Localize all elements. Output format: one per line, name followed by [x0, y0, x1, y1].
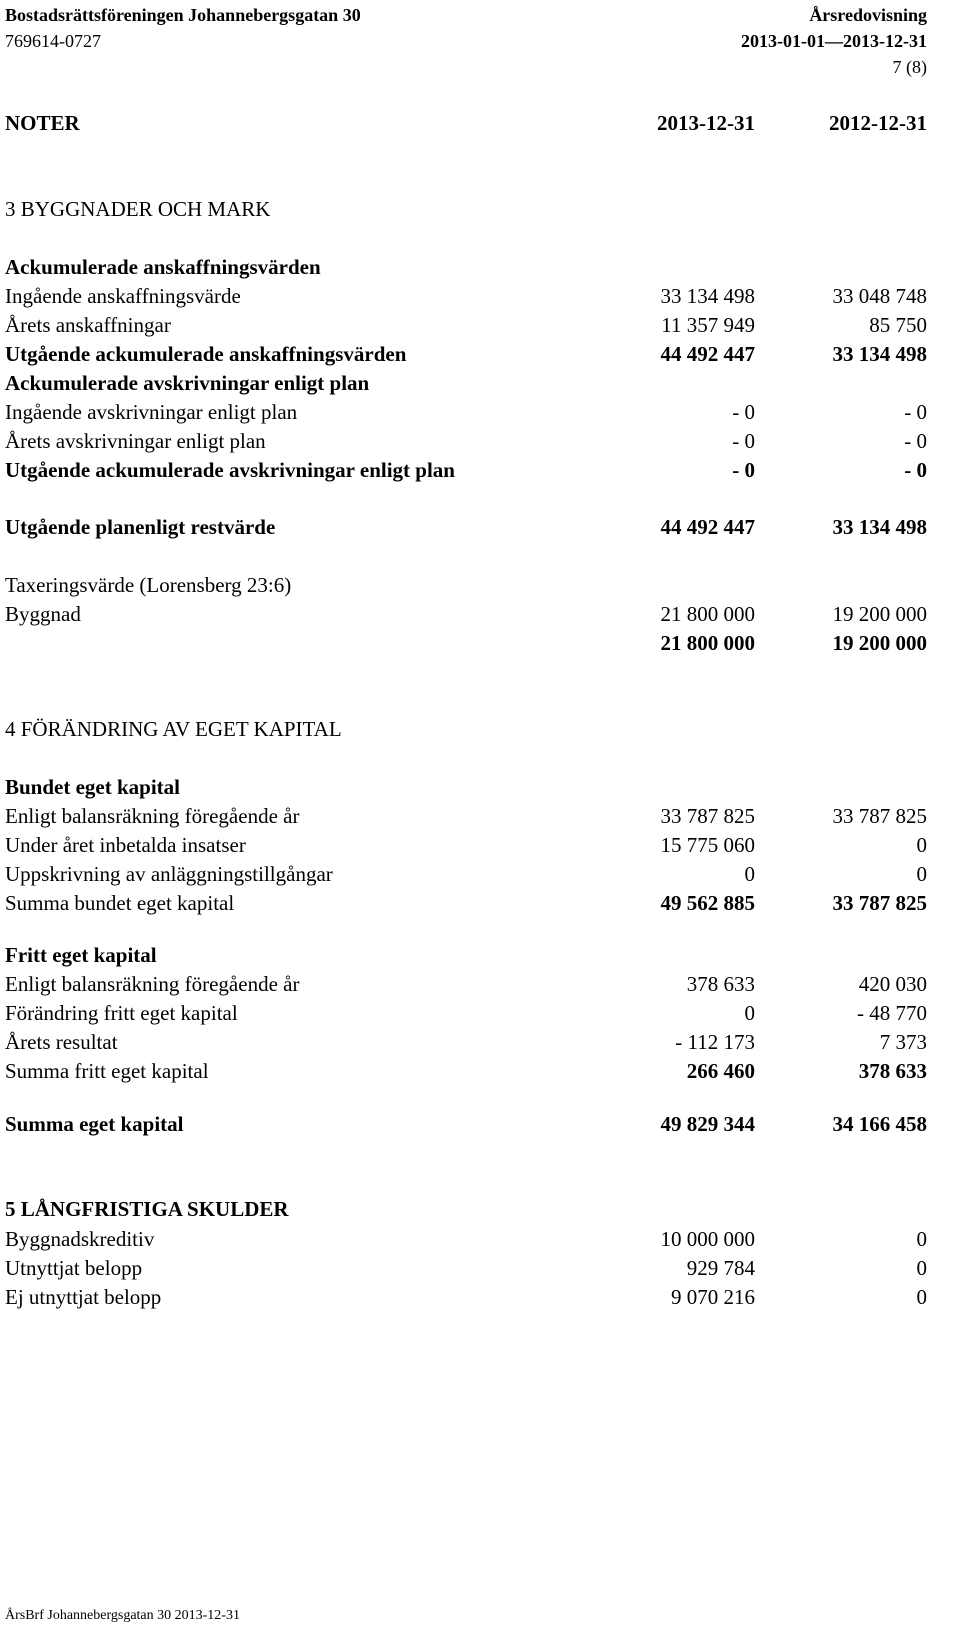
fiscal-period: 2013-01-01—2013-12-31	[741, 31, 927, 51]
table-row: Utgående ackumulerade anskaffningsvärden 44 492 447 33 134 498	[5, 342, 927, 366]
table-row: Utgående ackumulerade avskrivningar enligt plan - 0 - 0	[5, 458, 927, 482]
notes-title: NOTER	[5, 111, 80, 135]
table-row: Ackumulerade avskrivningar enligt plan	[5, 371, 370, 395]
table-row: Uppskrivning av anläggningstillgångar 0 0	[5, 862, 927, 886]
table-row: Årets resultat - 112 173 7 373	[5, 1030, 927, 1054]
column-header-2013: 2013-12-31	[657, 111, 755, 135]
column-header-2012: 2012-12-31	[829, 111, 927, 135]
table-row: Förändring fritt eget kapital 0 - 48 770	[5, 1001, 927, 1025]
table-row: Byggnadskreditiv 10 000 000 0	[5, 1227, 927, 1251]
table-row: Ingående anskaffningsvärde 33 134 498 33 048 748	[5, 284, 927, 308]
table-row: Bundet eget kapital	[5, 775, 181, 799]
table-row: Årets anskaffningar 11 357 949 85 750	[5, 313, 927, 337]
note-3-title: 3 BYGGNADER OCH MARK	[5, 197, 271, 221]
table-row: Summa eget kapital 49 829 344 34 166 458	[5, 1112, 927, 1136]
table-row: 21 800 000 19 200 000	[660, 631, 927, 655]
notes-heading	[5, 110, 927, 136]
table-row: Enligt balansräkning föregående år 33 787 825 33 787 825	[5, 804, 927, 828]
table-row: Enligt balansräkning föregående år 378 633 420 030	[5, 972, 927, 996]
table-row: Ackumulerade anskaffningsvärden	[5, 255, 321, 279]
document-type: Årsredovisning	[809, 5, 927, 25]
table-row: Ingående avskrivningar enligt plan - 0 - 0	[5, 400, 927, 424]
table-row: Fritt eget kapital	[5, 943, 157, 967]
table-row: Årets avskrivningar enligt plan - 0 - 0	[5, 429, 927, 453]
page-footer: ÅrsBrf Johannebergsgatan 30 2013-12-31	[5, 1608, 240, 1623]
note-5-title: 5 LÅNGFRISTIGA SKULDER	[5, 1197, 289, 1221]
table-row: Summa fritt eget kapital 266 460 378 633	[5, 1059, 927, 1083]
table-row: Byggnad 21 800 000 19 200 000	[5, 602, 927, 626]
note-4-title: 4 FÖRÄNDRING AV EGET KAPITAL	[5, 717, 342, 741]
organization-number: 769614-0727	[5, 31, 101, 51]
table-row: Summa bundet eget kapital 49 562 885 33 787 825	[5, 891, 927, 915]
table-row: Utnyttjat belopp 929 784 0	[5, 1256, 927, 1280]
table-row: Under året inbetalda insatser 15 775 060 0	[5, 833, 927, 857]
page-number: 7 (8)	[892, 57, 927, 77]
table-row: Taxeringsvärde (Lorensberg 23:6)	[5, 573, 292, 597]
organization-name: Bostadsrättsföreningen Johannebergsgatan 30	[5, 5, 361, 25]
table-row: Ej utnyttjat belopp 9 070 216 0	[5, 1285, 927, 1309]
table-row: Utgående planenligt restvärde 44 492 447 33 134 498	[5, 515, 927, 539]
